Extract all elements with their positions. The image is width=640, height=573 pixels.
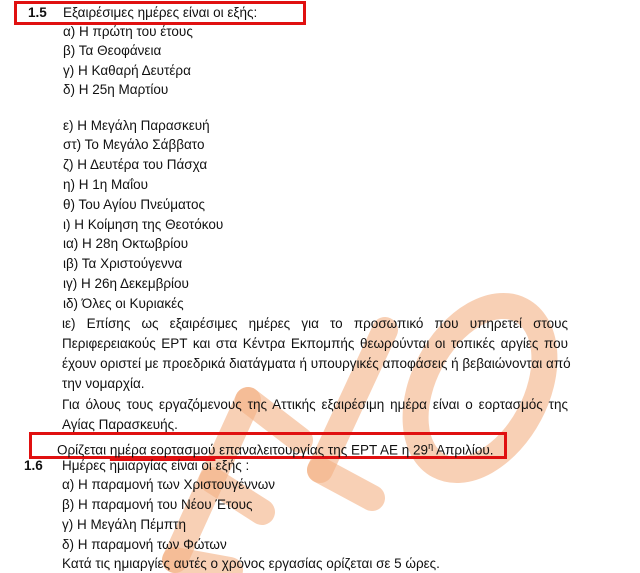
section-number-1-6: 1.6: [24, 458, 43, 473]
list-item: α) Η πρώτη του έτους: [63, 24, 193, 39]
highlight-before: Ορίζεται: [57, 442, 110, 458]
paragraph-line: έχουν οριστεί με προεδρικά διατάγματα ή υπουργικές αποφάσεις ή βεβαιώνονται από: [62, 356, 571, 371]
list-item: στ) Το Μεγάλο Σάββατο: [63, 137, 205, 152]
closing-sentence: Κατά τις ημιαργίες αυτές ο χρόνος εργασίας ορίζεται σε 5 ώρες.: [62, 556, 440, 571]
list-item: ιβ) Τα Χριστούγεννα: [63, 256, 183, 271]
paragraph-line: ιε) Επίσης ως εξαιρέσιμες ημέρες για το προσωπικό που υπηρετεί στους: [62, 316, 568, 331]
section-number-1-5: 1.5: [28, 5, 47, 20]
list-item: γ) Η Μεγάλη Πέμπτη: [62, 517, 187, 532]
list-item: θ) Του Αγίου Πνεύματος: [63, 197, 205, 212]
list-item: ε) Η Μεγάλη Παρασκευή: [63, 118, 210, 133]
list-item: ιγ) Η 26η Δεκεμβρίου: [63, 276, 189, 291]
section-heading-1-5: Εξαιρέσιμες ημέρες είναι οι εξής:: [63, 5, 258, 20]
list-item: η) Η 1η Μαΐου: [63, 177, 148, 192]
list-item: δ) Η 25η Μαρτίου: [63, 82, 169, 97]
list-item: ζ) Η Δευτέρα του Πάσχα: [63, 157, 208, 172]
list-item: ια) Η 28η Οκτωβρίου: [63, 236, 189, 251]
paragraph-line: Περιφερειακούς ΕΡΤ και στα Κέντρα Εκπομπής θεωρούνται οι τοπικές αργίες που: [62, 336, 568, 351]
ordinal-superscript: η: [428, 441, 434, 451]
underlined-phrase: ημέρα εορτασμού: [109, 442, 216, 458]
highlight-end: Απριλίου.: [433, 442, 494, 458]
list-item: ι) Η Κοίμηση της Θεοτόκου: [63, 217, 224, 232]
highlight-after: επαναλειτουργίας της ΕΡΤ ΑΕ η 29: [215, 442, 429, 458]
list-item: α) Η παραμονή των Χριστουγέννων: [62, 477, 276, 492]
list-item: ιδ) Όλες οι Κυριακές: [63, 296, 184, 311]
paragraph-line: Για όλους τους εργαζόμενους της Αττικής εξαιρέσιμη ημέρα είναι ο εορτασμός της: [62, 397, 568, 412]
list-item: δ) Η παραμονή των Φώτων: [62, 537, 227, 552]
list-item: γ) Η Καθαρή Δευτέρα: [63, 63, 191, 78]
list-item: β) Τα Θεοφάνεια: [63, 43, 162, 58]
list-item: β) Η παραμονή του Νέου Έτους: [62, 497, 253, 512]
section-heading-1-6: Ημέρες ημιαργίας είναι οι εξής :: [62, 458, 250, 473]
paragraph-line: την νομαρχία.: [62, 376, 145, 391]
paragraph-line: Αγίας Παρασκευής.: [62, 417, 178, 432]
